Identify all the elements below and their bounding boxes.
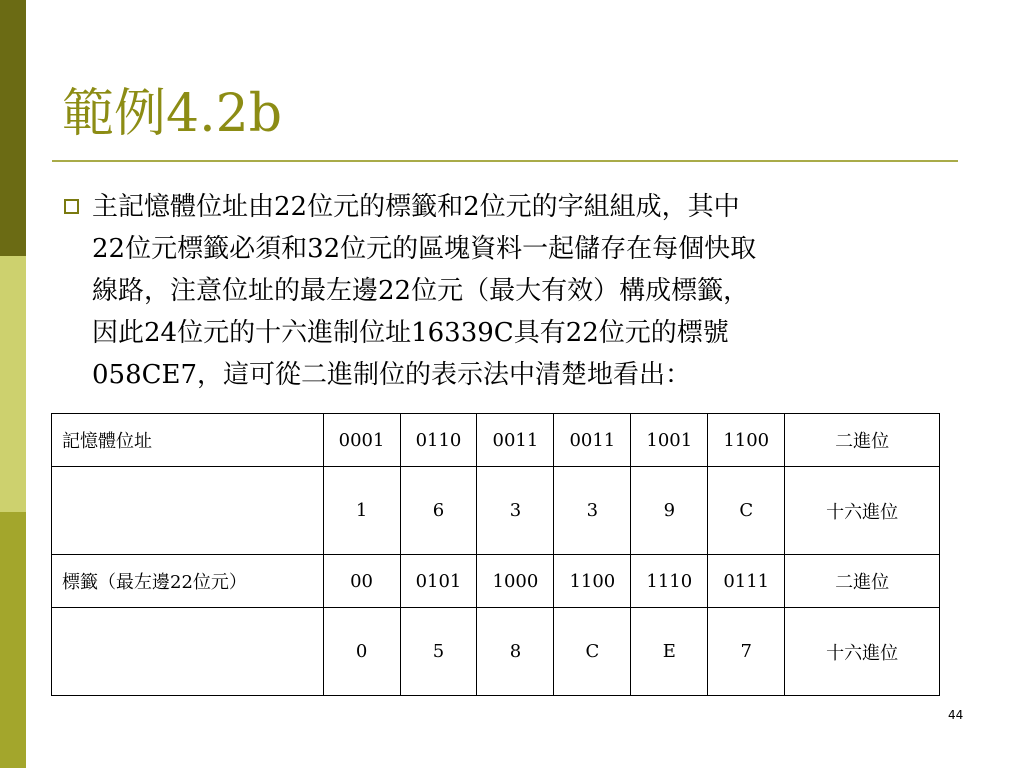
row-unit: 二進位 bbox=[785, 555, 940, 608]
sidebar-decoration bbox=[0, 0, 26, 768]
table-row bbox=[52, 555, 940, 608]
bullet-line: 058CE7，這可從二進制位的表示法中清楚地看出： bbox=[92, 360, 692, 390]
row-label: 記憶體位址 bbox=[52, 414, 324, 467]
table-cell: 0001 bbox=[323, 414, 400, 467]
title-divider bbox=[52, 160, 958, 162]
table-cell: 0011 bbox=[477, 414, 554, 467]
row-label: 標籤（最左邊22位元） bbox=[52, 555, 324, 608]
table-cell: 1 bbox=[323, 467, 400, 555]
sidebar-band-bottom bbox=[0, 512, 26, 768]
table-row bbox=[52, 467, 940, 555]
table-cell: 0011 bbox=[554, 414, 631, 467]
slide-title: 範例4.2b bbox=[62, 84, 282, 144]
row-unit: 二進位 bbox=[785, 414, 940, 467]
row-label bbox=[52, 467, 324, 555]
sidebar-band-top bbox=[0, 0, 26, 256]
row-unit: 十六進位 bbox=[785, 467, 940, 555]
bullet-line: 線路，注意位址的最左邊22位元（最大有效）構成標籤， bbox=[92, 276, 750, 306]
table-row bbox=[52, 414, 940, 467]
table-cell: 7 bbox=[708, 608, 785, 696]
table-cell: 1000 bbox=[477, 555, 554, 608]
table-cell: 1001 bbox=[631, 414, 708, 467]
bullet-line: 因此24位元的十六進制位址16339C具有22位元的標號 bbox=[92, 318, 729, 348]
table-cell: 1100 bbox=[708, 414, 785, 467]
page-number: 44 bbox=[948, 708, 964, 722]
table-cell: 8 bbox=[477, 608, 554, 696]
row-unit: 十六進位 bbox=[785, 608, 940, 696]
table-cell: 9 bbox=[631, 467, 708, 555]
bullet-line: 主記憶體位址由22位元的標籤和2位元的字組組成，其中 bbox=[92, 192, 740, 222]
address-tag-table bbox=[51, 413, 940, 696]
table-cell: 3 bbox=[477, 467, 554, 555]
table-cell: E bbox=[631, 608, 708, 696]
table-row bbox=[52, 608, 940, 696]
table-cell: 0101 bbox=[400, 555, 477, 608]
table-cell: 6 bbox=[400, 467, 477, 555]
table-cell: 1100 bbox=[554, 555, 631, 608]
sidebar-band-middle bbox=[0, 256, 26, 512]
table-cell: 0110 bbox=[400, 414, 477, 467]
table-cell: C bbox=[554, 608, 631, 696]
table-cell: 0111 bbox=[708, 555, 785, 608]
square-bullet-icon bbox=[64, 199, 79, 214]
table-cell: 5 bbox=[400, 608, 477, 696]
bullet-line: 22位元標籤必須和32位元的區塊資料一起儲存在每個快取 bbox=[92, 234, 757, 264]
table-cell: 00 bbox=[323, 555, 400, 608]
bullet-paragraph bbox=[92, 186, 962, 396]
table-cell: 1110 bbox=[631, 555, 708, 608]
row-label bbox=[52, 608, 324, 696]
table-cell: 0 bbox=[323, 608, 400, 696]
table-cell: C bbox=[708, 467, 785, 555]
table-cell: 3 bbox=[554, 467, 631, 555]
